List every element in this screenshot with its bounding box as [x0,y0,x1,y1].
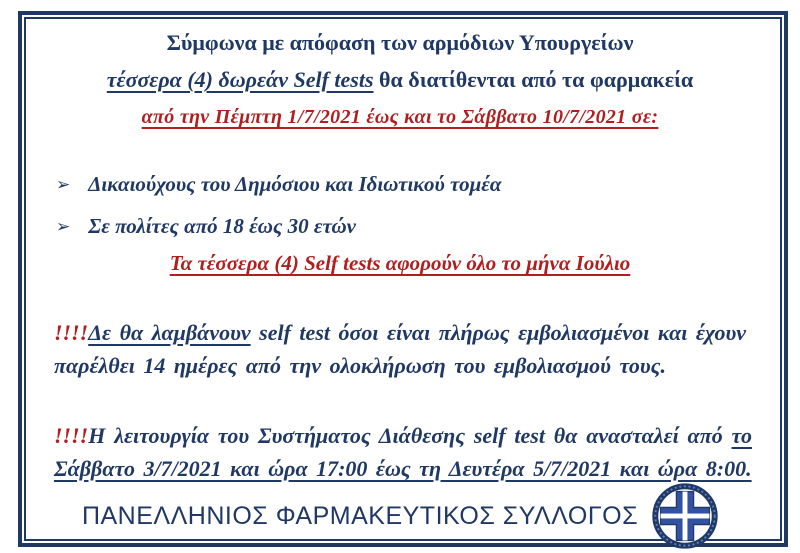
footer [0,483,800,549]
system-suspension-underlined: το Σάββατο 3/7/2021 και ώρα 17:00 έως τη Δευτέρα 5/7/2021 και ώρα 8:00. [54,423,752,481]
heading-date-range: από την Πέμπτη 1/7/2021 έως και το Σάββατο 10/7/2021 σε: [141,106,659,128]
highlight-july-note: Τα τέσσερα (4) Self tests αφορούν όλο το μήνα Ιούλιο [169,251,631,275]
organization-name: ΠΑΝΕΛΛΗΝΙΟΣ ΦΑΡΜΑΚΕΥΤΙΚΟΣ ΣΥΛΛΟΓΟΣ [81,501,639,530]
system-suspension-lead: Η λειτουργία του Συστήματος Διάθεσης self test θα ανασταλεί από [88,423,732,448]
greek-cross-emblem-icon [652,483,718,549]
bullet-item-age-range [56,214,760,239]
warning-vaccinated-underlined: Δε θα λαμβάνουν [88,320,251,345]
system-suspension-note [54,419,752,485]
heading-line-2 [30,67,770,93]
bullet-item-label: Δικαιούχους του Δημόσιου και Ιδιωτικού τομέα [88,172,502,196]
heading-line-2-rest: θα διατίθενται από τα φαρμακεία [373,67,694,92]
warning-vaccinated-rest: self test όσοι είναι πλήρως εμβολιασμένοι και έχουν παρέλθει 14 ημέρες από την ολοκλήρωση του εμβολιασμού τους. [54,320,746,378]
heading-line-2-underlined: τέσσερα (4) δωρεάν Self tests [106,67,374,92]
exclamation-marks: !!!! [54,320,89,345]
arrow-bullet-icon: ➢ [56,217,71,237]
bullet-item-label: Σε πολίτες από 18 έως 30 ετών [88,214,356,238]
heading-line-1: Σύμφωνα με απόφαση των αρμόδιων Υπουργείων [166,30,634,55]
bullet-item-public-private [56,172,760,197]
arrow-bullet-icon: ➢ [56,175,71,195]
exclamation-marks: !!!! [54,423,89,448]
warning-vaccinated-note [54,316,746,382]
